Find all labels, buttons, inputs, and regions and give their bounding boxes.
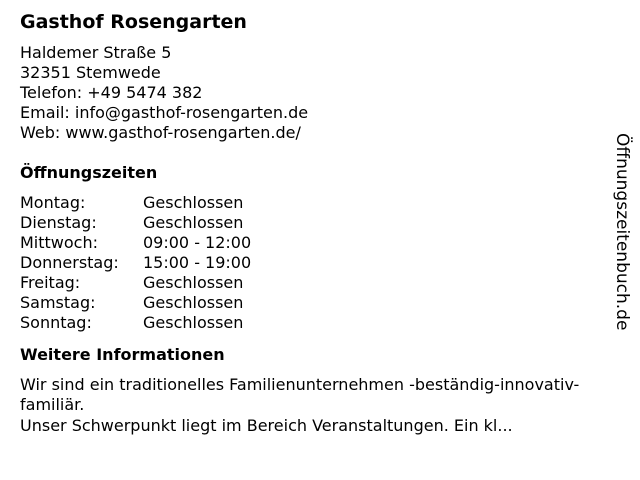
hours-time: Geschlossen (143, 273, 244, 292)
hours-day: Dienstag: (20, 213, 97, 232)
hours-row (20, 253, 620, 273)
hours-day: Mittwoch: (20, 233, 98, 252)
hours-day: Sonntag: (20, 313, 92, 332)
business-card (20, 10, 620, 436)
phone-line: Telefon: +49 5474 382 (20, 83, 203, 102)
hours-time: 15:00 - 19:00 (143, 253, 252, 272)
hours-day: Montag: (20, 193, 86, 212)
hours-time: Geschlossen (143, 293, 244, 312)
info-heading: Weitere Informationen (20, 345, 225, 364)
hours-row (20, 193, 620, 213)
hours-day: Samstag: (20, 293, 96, 312)
hours-row (20, 273, 620, 293)
hours-row (20, 213, 620, 233)
hours-day: Donnerstag: (20, 253, 119, 272)
hours-time: Geschlossen (143, 313, 244, 332)
hours-time: Geschlossen (143, 193, 244, 212)
address-street: Haldemer Straße 5 (20, 43, 172, 62)
hours-time: 09:00 - 12:00 (143, 233, 252, 252)
hours-heading: Öffnungszeiten (20, 163, 158, 182)
hours-table (20, 193, 620, 333)
hours-day: Freitag: (20, 273, 81, 292)
hours-row (20, 313, 620, 333)
info-paragraph-2: Unser Schwerpunkt liegt im Bereich Veranstaltungen. Ein kl... (20, 416, 513, 435)
watermark-vertical: Öffnungszeitenbuch.de (612, 133, 632, 331)
info-paragraph-1: Wir sind ein traditionelles Familienunternehmen -beständig-innovativ-familiär. (20, 375, 580, 414)
hours-row (20, 233, 620, 253)
business-name: Gasthof Rosengarten (20, 11, 247, 33)
address-city: 32351 Stemwede (20, 63, 161, 82)
email-line: Email: info@gasthof-rosengarten.de (20, 103, 309, 122)
hours-row (20, 293, 620, 313)
hours-time: Geschlossen (143, 213, 244, 232)
web-line: Web: www.gasthof-rosengarten.de/ (20, 123, 301, 142)
